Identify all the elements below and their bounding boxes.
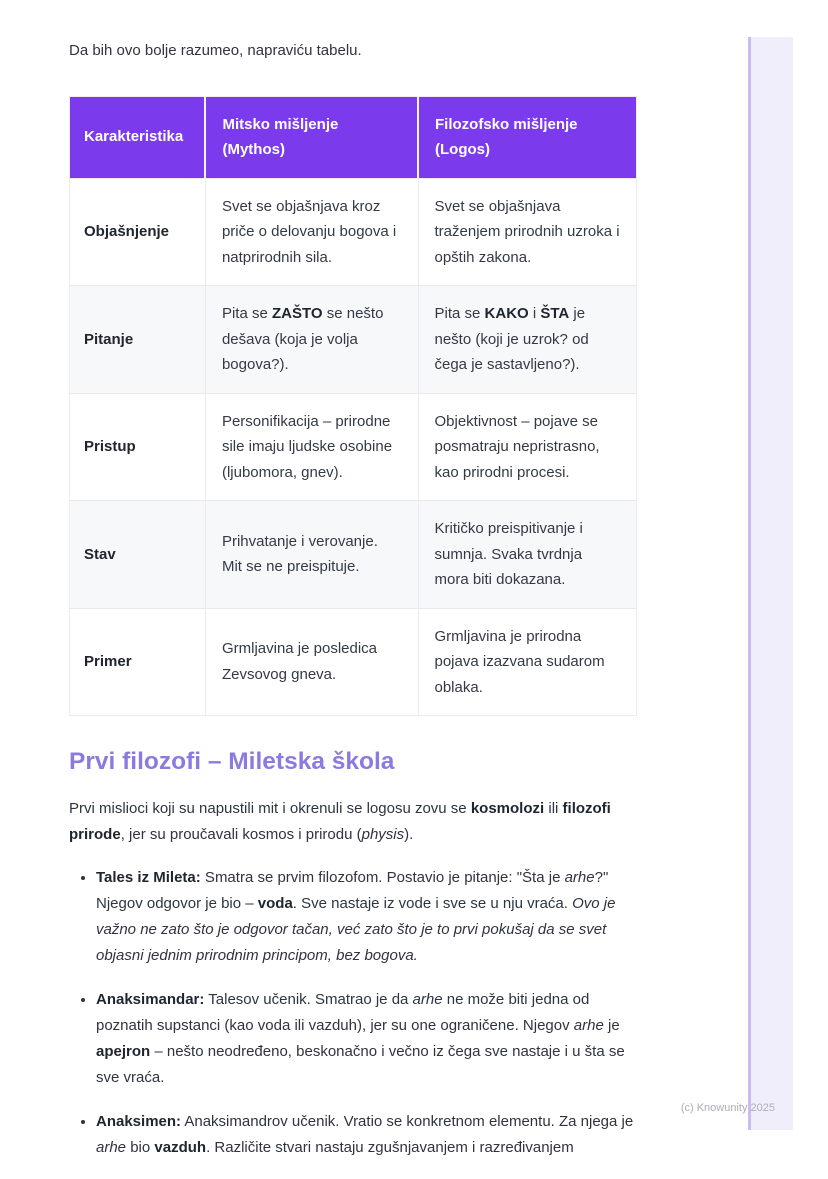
comparison-table-body	[70, 178, 637, 716]
table-row	[70, 393, 637, 501]
header-cell-mythos: Mitsko mišljenje (Mythos)	[205, 96, 418, 178]
table-cell-logos: Svet se objašnjava traženjem prirodnih uzroka i opštih zakona.	[418, 178, 637, 286]
table-row	[70, 501, 637, 609]
table-cell-logos: Kritičko preispitivanje i sumnja. Svaka tvrdnja mora biti dokazana.	[418, 501, 637, 609]
intro-paragraph: Da bih ovo bolje razumeo, napraviću tabelu.	[69, 42, 362, 59]
table-cell-logos: Grmljavina je prirodna pojava izazvana sudarom oblaka.	[418, 608, 637, 716]
table-cell-logos: Objektivnost – pojave se posmatraju nepristrasno, kao prirodni procesi.	[418, 393, 637, 501]
page-margin-strip	[748, 37, 793, 1130]
table-cell-mythos: Pita se ZAŠTO se nešto dešava (koja je volja bogova?).	[205, 286, 418, 394]
table-row	[70, 608, 637, 716]
list-item: • Anaksimen: Anaksimandrov učenik. Vratio se konkretnom elementu. Za njega je arhe bio vazduh. Različite stvari nastaju zgušnjavanjem i razređivanjem	[96, 1109, 637, 1161]
table-cell-mythos: Personifikacija – prirodne sile imaju ljudske osobine (ljubomora, gnev).	[205, 393, 418, 501]
comparison-table-head	[70, 96, 637, 178]
header-cell-logos: Filozofsko mišljenje (Logos)	[418, 96, 637, 178]
list-item: • Anaksimandar: Talesov učenik. Smatrao je da arhe ne može biti jedna od poznatih supstanci (kao voda ili vazduh), jer su one ograničene. Njegov arhe je apejron – nešto neodređeno, beskonačno i večno iz čega sve nastaje i u šta se sve vraća.	[96, 987, 637, 1091]
row-label: Objašnjenje	[70, 178, 206, 286]
table-cell-logos: Pita se KAKO i ŠTA je nešto (koji je uzrok? od čega je sastavljeno?).	[418, 286, 637, 394]
row-label: Pitanje	[70, 286, 206, 394]
list-item: • Tales iz Mileta: Smatra se prvim filozofom. Postavio je pitanje: "Šta je arhe?" Njegov odgovor je bio – voda. Sve nastaje iz vode i sve se u nju vraća. Ovo je važno ne zato što je odgovor tačan, već zato što je to prvi pokušaj da se svet objasni jednim prirodnim principom, bez bogova.	[96, 865, 637, 969]
row-label: Primer	[70, 608, 206, 716]
header-cell-karakteristika: Karakteristika	[70, 96, 206, 178]
table-cell-mythos: Prihvatanje i verovanje. Mit se ne preispituje.	[205, 501, 418, 609]
section-paragraph: Prvi mislioci koji su napustili mit i okrenuli se logosu zovu se kosmolozi ili filozofi prirode, jer su proučavali kosmos i prirodu (physis).	[69, 800, 611, 844]
table-row	[70, 178, 637, 286]
table-cell-mythos: Grmljavina je posledica Zevsovog gneva.	[205, 608, 418, 716]
section-heading: Prvi filozofi – Miletska škola	[69, 748, 395, 775]
comparison-table	[69, 96, 637, 717]
philosophers-list	[69, 865, 637, 1160]
row-label: Pristup	[70, 393, 206, 501]
table-header-row	[70, 96, 637, 178]
table-cell-mythos: Svet se objašnjava kroz priče o delovanju bogova i natprirodnih sila.	[205, 178, 418, 286]
copyright-note: (c) Knowunity 2025	[680, 1102, 775, 1114]
table-row	[70, 286, 637, 394]
row-label: Stav	[70, 501, 206, 609]
document-content	[69, 0, 637, 1179]
